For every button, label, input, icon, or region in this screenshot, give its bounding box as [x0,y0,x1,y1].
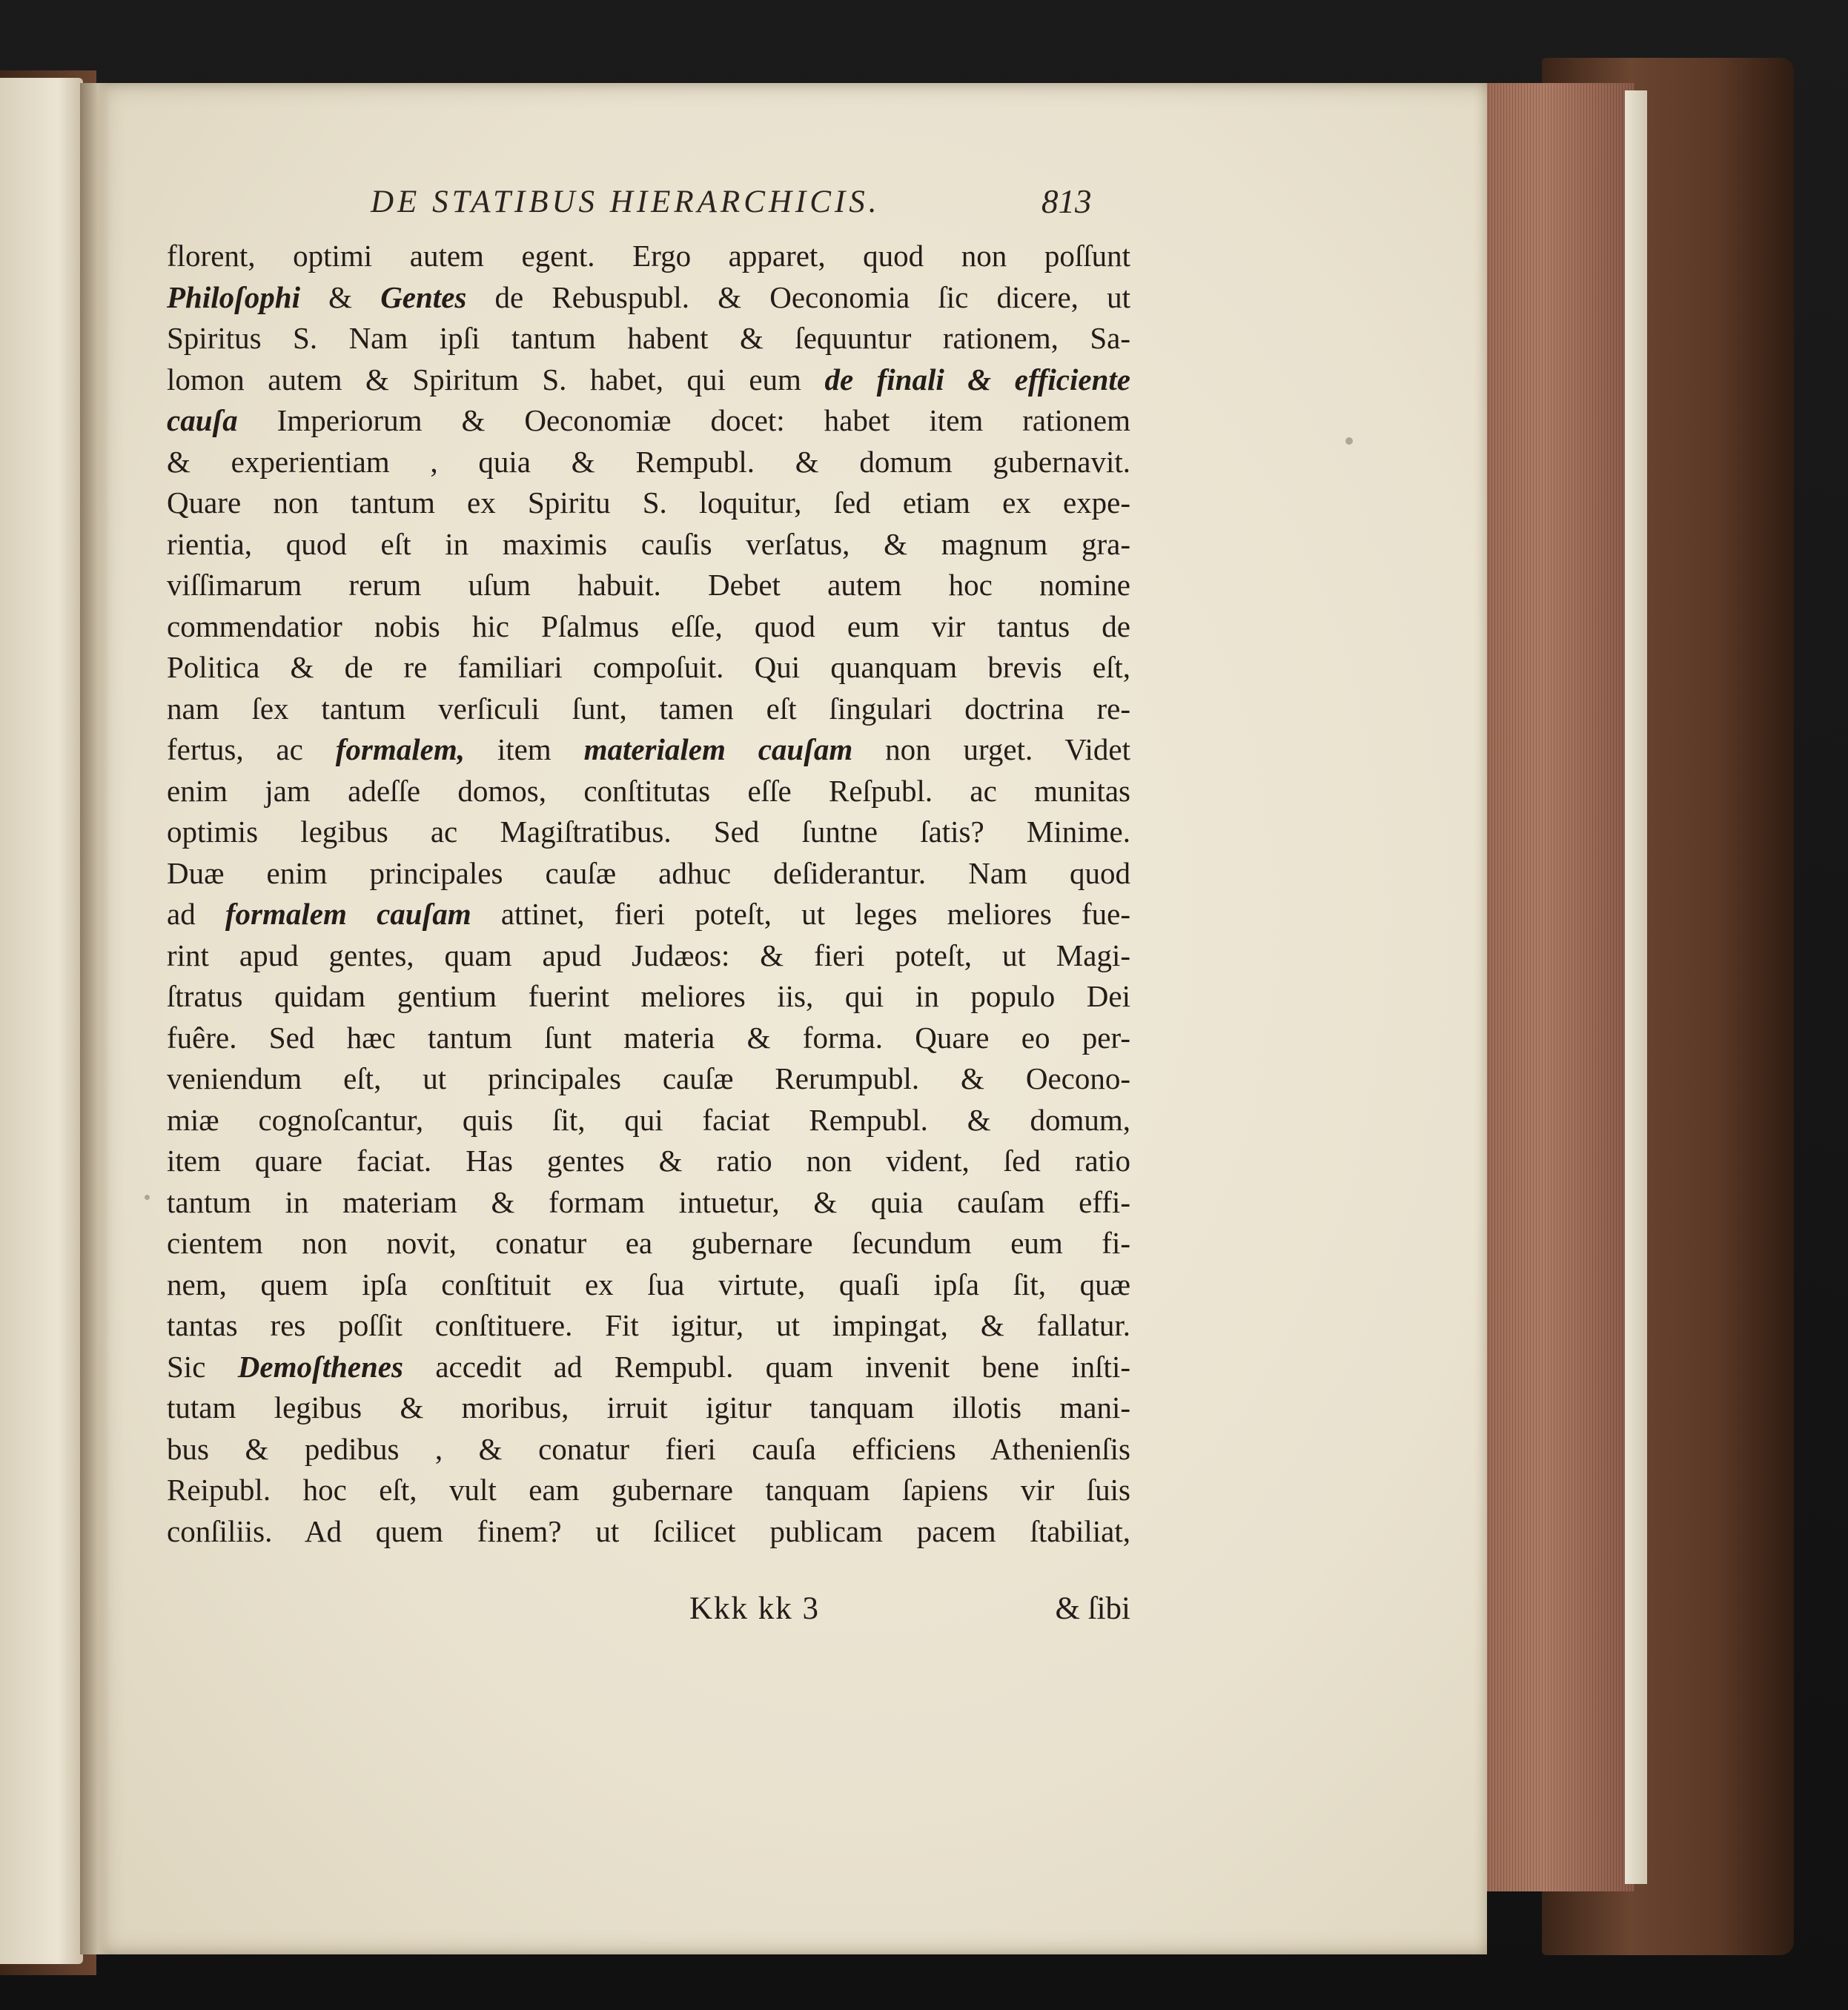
text-run: conſiliis. Ad quem finem? ut ſcilicet publicam pacem ſtabiliat, [167,1513,1130,1548]
text-run: nam ſex tantum verſiculi ſunt, tamen eſt ſingulari doctrina re- [167,691,1130,726]
text-run: cientem non novit, conatur ea gubernare ſecundum eum fi- [167,1226,1130,1260]
text-run: Reipubl. hoc eſt, vult eam gubernare tanquam ſapiens vir ſuis [167,1473,1130,1507]
text-run: florent, optimi autem egent. Ergo apparet, quod non poſſunt [167,239,1130,273]
text-line [167,318,1130,359]
text-run: bus & pedibus , & conatur fieri cauſa efficiens Athenienſis [167,1431,1130,1466]
page-footer [167,1591,1130,1635]
paper-speck [145,1195,150,1200]
text-line [167,1141,1130,1182]
text-run: tutam legibus & moribus, irruit igitur tanquam illotis mani- [167,1390,1130,1424]
text-line [167,442,1130,483]
text-line [167,729,1130,771]
text-run: tantum in materiam & formam intuetur, & quia cauſam effi- [167,1184,1130,1219]
text-line [167,1347,1130,1388]
text-line [167,277,1130,319]
text-run: viſſimarum rerum uſum habuit. Debet autem hoc nomine [167,568,1130,602]
italic-term: Demoſthenes [237,1349,403,1384]
text-line [167,1429,1130,1470]
gutter [80,83,110,1954]
italic-term: cauſa [167,403,238,437]
text-run: fertus, ac [167,732,336,766]
text-line [167,894,1130,935]
text-run: fuêre. Sed hæc tantum ſunt materia & forma. Quare eo per- [167,1020,1130,1055]
page-number: 813 [1041,183,1092,220]
text-line [167,1100,1130,1141]
text-run: & [299,279,381,314]
text-run: Spiritus S. Nam ipſi tantum habent & ſequuntur rationem, Sa- [167,321,1130,355]
text-line [167,1387,1130,1429]
text-run: Quare non tantum ex Spiritu S. loquitur, ſed etiam ex expe- [167,485,1130,520]
text-line [167,1223,1130,1264]
text-run: item quare faciat. Has gentes & ratio non vident, ſed ratio [167,1144,1130,1178]
left-page-edge [0,78,83,1964]
page-fore-edge [1483,83,1635,1891]
text-run: nem, quem ipſa conſtituit ex ſua virtute, quaſi ipſa ſit, quæ [167,1267,1130,1301]
text-run: commendatior nobis hic Pſalmus eſſe, quod eum vir tantus de [167,608,1130,643]
text-run: Duæ enim principales cauſæ adhuc deſiderantur. Nam quod [167,855,1130,890]
text-line [167,482,1130,524]
text-run: miæ cognoſcantur, quis ſit, qui faciat Rempubl. & domum, [167,1102,1130,1137]
text-run: veniendum eſt, ut principales cauſæ Rerumpubl. & Oecono- [167,1061,1130,1095]
running-head: DE STATIBUS HIERARCHICIS. [371,185,881,219]
text-run: & experientiam , quia & Rempubl. & domum gubernavit. [167,444,1130,479]
text-run: rint apud gentes, quam apud Judæos: & fieri poteſt, ut Magi- [167,938,1130,972]
text-line [167,565,1130,606]
text-line [167,1511,1130,1553]
text-line [167,812,1130,853]
text-run: accedit ad Rempubl. quam invenit bene inſti- [403,1349,1130,1384]
text-line [167,853,1130,895]
italic-term: formalem, [335,732,465,766]
text-run: Imperiorum & Oeconomiæ docet: habet item rationem [237,403,1130,437]
text-run: ad [167,897,225,931]
text-run: Sic [167,1349,238,1384]
text-run: attinet, fieri poteſt, ut leges meliores fue- [471,897,1130,931]
text-line [167,1470,1130,1511]
text-run: ſtratus quidam gentium fuerint meliores iis, qui in populo Dei [167,979,1130,1013]
text-line [167,771,1130,812]
text-line [167,606,1130,648]
text-run: enim jam adeſſe domos, conſtitutas eſſe Reſpubl. ac munitas [167,773,1130,808]
text-line [167,689,1130,730]
paper-speck [1345,437,1353,445]
text-line [167,935,1130,977]
text-run: non urget. Videt [852,732,1131,766]
text-line [167,359,1130,401]
italic-term: formalem cauſam [225,897,471,931]
text-run: de Rebuspubl. & Oeconomia ſic dicere, ut [466,279,1130,314]
text-run: Politica & de re familiari compoſuit. Qui quanquam brevis eſt, [167,650,1130,684]
text-run: optimis legibus ac Magiſtratibus. Sed ſuntne ſatis? Minime. [167,815,1130,849]
text-line [167,976,1130,1018]
signature-mark: Kkk kk 3 [689,1591,821,1626]
text-line [167,647,1130,689]
text-line [167,524,1130,565]
body-text [167,236,1130,1552]
text-run: tantas res poſſit conſtituere. Fit igitur, ut impingat, & fallatur. [167,1308,1130,1342]
italic-term: Philoſophi [167,279,300,314]
italic-term: de finali & efficiente [824,362,1130,397]
text-line [167,400,1130,442]
text-run: rientia, quod eſt in maximis cauſis verſatus, & magnum gra- [167,526,1130,561]
text-line [167,1018,1130,1059]
italic-term: materialem cauſam [583,732,853,766]
text-line [167,1264,1130,1306]
text-line [167,236,1130,277]
text-run: lomon autem & Spiritum S. habet, qui eum [167,362,825,397]
text-line [167,1058,1130,1100]
text-line [167,1305,1130,1347]
catchword: & ſibi [1055,1591,1130,1626]
text-run: item [464,732,584,766]
text-line [167,1182,1130,1224]
italic-term: Gentes [380,279,467,314]
endpaper [1625,90,1647,1884]
